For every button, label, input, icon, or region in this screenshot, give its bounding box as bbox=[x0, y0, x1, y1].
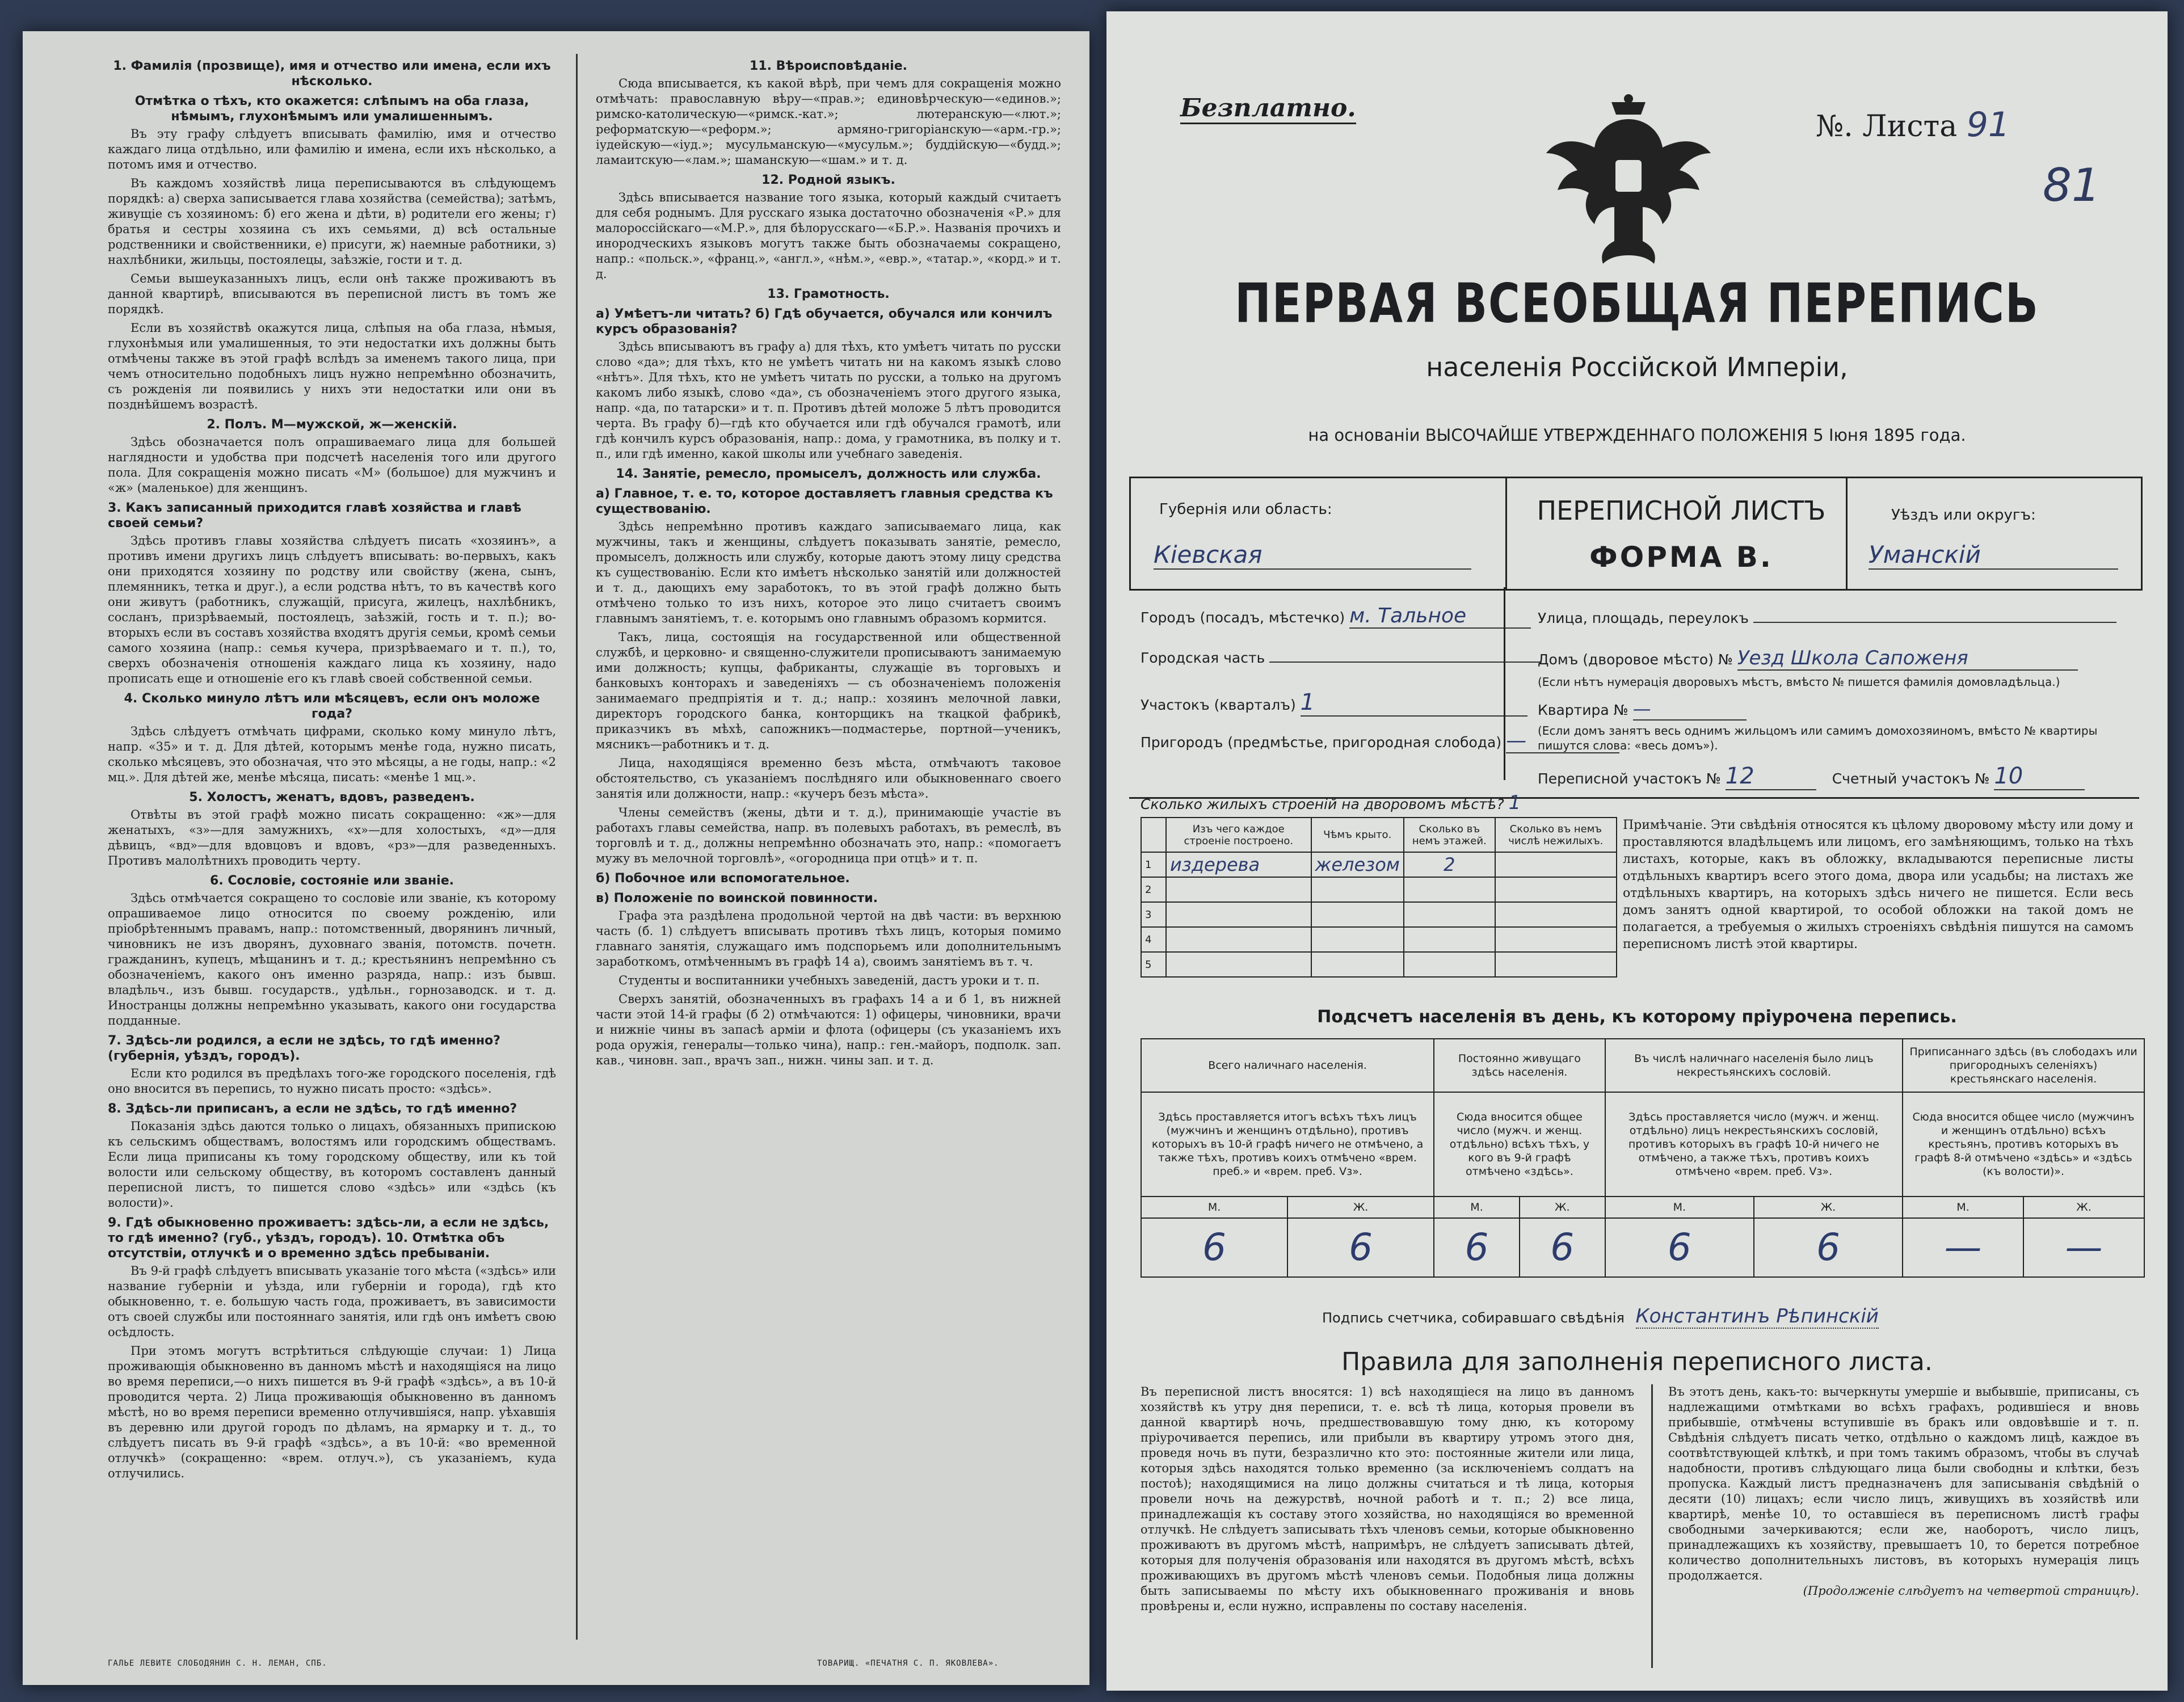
instruction-paragraph: Здѣсь противъ главы хозяйства слѣдуетъ писать «хозяинъ», а противъ имени другихъ лицъ слѣдуетъ вписывать: во-первыхъ, какъ они приходятся хозяину по родству или свойству (жена, сынъ, племянникъ, тетка и друг.), а если родства нѣтъ, то въ качествѣ кого они живутъ (работникъ, служащій, присуга, жилецъ, нахлѣбникъ, сосланъ, призрѣваемый, постоялецъ, заѣзжій, гость и т. п.); во-вторыхъ если въ составъ хозяйства входятъ другія семьи, кромѣ семьи самого хозяина (напр.: семья кучера, призрѣваемаго и т. п.), то, сверхъ обозначенія отношенія каждаго лица къ хозяину, надо прописать еще и отношеніе его къ главѣ своей собственной семьи. bbox=[108, 534, 556, 685]
precinct-field bbox=[1141, 689, 1527, 717]
row-number: 2 bbox=[1141, 877, 1166, 902]
buildings-header-row bbox=[1141, 818, 1617, 852]
count-resident-female: 6 bbox=[1520, 1218, 1605, 1277]
instruction-paragraph: Здѣсь обозначается полъ опрашиваемаго лица для большей наглядности и удобства при подсчетѣ населенія того или другого пола. Для сокращенія можно писать «М» (большое) для мужчинъ и «ж» (маленькое) для женщинъ. bbox=[108, 435, 556, 495]
town-part-field bbox=[1141, 650, 1542, 666]
instruction-paragraph: Семьи вышеуказанныхъ лицъ, если онѣ также проживаютъ въ данной квартирѣ, вписываются въ переписной листъ въ томъ же порядкѣ. bbox=[108, 272, 556, 316]
instruction-paragraph: Здѣсь вписываютъ въ графу а) для тѣхъ, кто умѣетъ читать по русски слово «да»; для тѣхъ, кто не умѣетъ читать ни на какомъ языкѣ слово «нѣтъ». Для тѣхъ, кто не умѣетъ читать по русски, а только на другомъ какомъ либо языкѣ, слово «да», съ обозначеніемъ этого другого языка, напр. «да, по татарски» и т. п. Противъ дѣтей моложе 5 лѣтъ проводится черта. Въ графу б)—гдѣ кто обучается или гдѣ обучался грамотѣ, или гдѣ кончилъ курсъ образованія, напр.: дома, у грамотника, въ полку и т. п., или гдѣ именно, какой школы или учебнаго заведенія. bbox=[596, 340, 1061, 461]
table-cell bbox=[1166, 952, 1311, 977]
instruction-paragraph: Студенты и воспитанники учебныхъ заведеній, дастъ уроки и т. п. bbox=[618, 974, 1040, 987]
precinct-value: 1 bbox=[1301, 689, 1527, 717]
population-count-title: Подсчетъ населенія въ день, къ которому пріурочена перепись. bbox=[1317, 1007, 1957, 1027]
free-of-charge-label: Безплатно. bbox=[1180, 94, 1356, 124]
table-cell bbox=[1166, 927, 1311, 952]
table-cell bbox=[1495, 877, 1617, 902]
section-heading: а) Главное, т. е. то, которое доставляетъ главныя средства къ существованію. bbox=[596, 487, 1053, 516]
house-label: Домъ (дворовое мѣсто) № bbox=[1538, 651, 1733, 668]
instruction-paragraph: Въ эту графу слѣдуетъ вписывать фамилію, имя и отчество каждаго лица отдѣльно, или фамилію и имена, если ихъ нѣсколько, а потомъ имя и отчество. bbox=[108, 127, 556, 171]
enumerator-signature-row bbox=[1322, 1305, 1879, 1328]
printer-imprint-left: ГАЛЬЕ ЛЕВИТЕ СЛОБОДЯНИН С. Н. ЛЕМАН, СПБ. bbox=[108, 1659, 327, 1668]
instruction-paragraph: Если въ хозяйствѣ окажутся лица, слѣпыя на оба глаза, нѣмыя, глухонѣмыя или умалишенныя, то эти недостатки ихъ должны быть отмѣчены также въ этой графѣ вслѣдъ за именемъ такого лица, при чемъ относительно подобныхъ лицъ нужно непремѣнно обозначить, съ рожденія ли появились у нихъ эти недостатки или они въ позднѣйшемъ возрастѣ. bbox=[108, 321, 556, 411]
district-value: Уманскій bbox=[1869, 541, 2118, 570]
count-present-female: 6 bbox=[1287, 1218, 1434, 1277]
section-heading: а) Умѣетъ-ли читать? б) Гдѣ обучается, обучался или кончилъ курсъ образованія? bbox=[596, 307, 1053, 336]
table-cell bbox=[1495, 902, 1617, 927]
apartment-note: (Если домъ занятъ весь однимъ жильцомъ или самимъ домохозяиномъ, вмѣсто № квартиры пишутся слова: «весь домъ»). bbox=[1538, 724, 2098, 752]
town-field bbox=[1141, 604, 1531, 629]
header-divider-right bbox=[1846, 478, 1848, 589]
form-header-box bbox=[1129, 477, 2143, 591]
sex-label: М. bbox=[1903, 1197, 2023, 1218]
table-cell bbox=[1495, 952, 1617, 977]
apartment-label: Квартира № bbox=[1538, 702, 1628, 718]
table-cell bbox=[1404, 927, 1495, 952]
rules-column-divider bbox=[1651, 1384, 1653, 1668]
table-cell bbox=[1311, 952, 1404, 977]
instructions-column-1 bbox=[108, 54, 556, 1640]
instruction-paragraph: Если кто родился въ предѣлахъ того-же городского поселенія, гдѣ оно вносится въ перепись, то нужно писать просто: «здѣсь». bbox=[108, 1067, 556, 1096]
instruction-paragraph: При этомъ могутъ встрѣтиться слѣдующіе случаи: 1) Лица проживающія обыкновенно въ данномъ мѣстѣ и находящіяся на лицо во время переписи,—о нихъ пишется въ 9-й графѣ «здѣсь», а въ 10-й проводится черта. 2) Лица проживающія обыкновенно въ данномъ мѣстѣ, но во время переписи временно отлучившіяся, напр. уѣхавшія въ деревню или другой городъ по дѣламъ, на ярмарку и т. д., то слѣдуетъ писать въ 9-й графѣ «здѣсь», а въ 10-й: «во временной отлучкѣ» (сокращенно: «врем. отлуч.»), съ указаніемъ, куда отлучились. bbox=[108, 1344, 556, 1480]
census-precinct-field bbox=[1538, 763, 2085, 790]
row-number: 3 bbox=[1141, 902, 1166, 927]
table-row bbox=[1141, 877, 1617, 902]
section-heading: 13. Грамотность. bbox=[767, 287, 890, 301]
rules-title: Правила для заполненія переписного листа. bbox=[1341, 1347, 1933, 1376]
count-values-row bbox=[1141, 1218, 2144, 1277]
building-floors-value: 2 bbox=[1404, 852, 1495, 877]
section-heading: 4. Сколько минуло лѣтъ или мѣсяцевъ, если онъ моложе года? bbox=[124, 692, 540, 721]
buildings-header-nonresidential: Сколько въ немъ числѣ нежилыхъ. bbox=[1495, 818, 1617, 852]
building-nonresidential-value bbox=[1495, 852, 1617, 877]
town-part-line bbox=[1269, 662, 1542, 663]
count-registered-male: — bbox=[1903, 1218, 2023, 1277]
instruction-paragraph: Въ 9-й графѣ слѣдуетъ вписывать указаніе того мѣста («здѣсь» или название губерніи и уѣзда, или губерніи и города), гдѣ кто обыкновенно, т. е. большую часть года, проживаетъ, въ зависимости отъ своей службы или постояннаго занятія, или гдѣ онъ имѣетъ свою осѣдлость. bbox=[108, 1264, 556, 1339]
fields-divider bbox=[1504, 587, 1505, 780]
count-nonpeasant-male: 6 bbox=[1605, 1218, 1754, 1277]
count-resident-male: 6 bbox=[1434, 1218, 1520, 1277]
street-label: Улица, площадь, переулокъ bbox=[1538, 610, 1749, 626]
buildings-note: Примѣчаніе. Эти свѣдѣнія относятся къ цѣлому дворовому мѣсту или дому и проставляются владѣльцемъ или лицомъ, его замѣняющимъ, только на тѣхъ листахъ, которые, какъ въ обложку, вкладываются переписные листы отдѣльныхъ квартиръ всего этого дома, двора или усадьбы; на листахъ же отдѣльныхъ квартиръ, на которыхъ здѣсь ничего не пишется. Если весь домъ занятъ одной квартирой, то особой обложки на такой домъ не полагается, а требуемыя о жилыхъ строеніяхъ свѣдѣнія пишутся на самомъ переписномъ листѣ этой квартиры. bbox=[1623, 818, 2133, 951]
count-description-resident: Сюда вносится общее число (мужч. и женщ. отдѣльно) всѣхъ тѣхъ, у кого въ 9-й графѣ отмѣчено «здѣсь». bbox=[1434, 1092, 1605, 1197]
town-label: Городъ (посадъ, мѣстечко) bbox=[1141, 609, 1345, 626]
sex-label: Ж. bbox=[1287, 1197, 1434, 1218]
province-value: Кіевская bbox=[1154, 541, 1471, 570]
buildings-header-material: Изъ чего каждое строеніе построено. bbox=[1166, 818, 1311, 852]
sex-label: М. bbox=[1141, 1197, 1287, 1218]
table-row bbox=[1141, 902, 1617, 927]
sheet-type-title: ПЕРЕПИСНОЙ ЛИСТЪ bbox=[1537, 495, 1826, 526]
instruction-paragraph: Сверхъ занятій, обозначенныхъ въ графахъ 14 а и б 1, въ нижней части этой 14-й графы (б 2) отмѣчаются: 1) офицеры, чиновники, врачи и нижніе чины въ запасѣ арміи и флота (офицеры (съ указаніемъ ихъ рода оружія, генералы—только чина), напр.: ген.-майоръ, подполк. зап. кав., чиновн. зап., врачъ зап., нижн. чины зап. и т. д. bbox=[596, 992, 1061, 1067]
instructions-column-2 bbox=[596, 54, 1061, 1640]
instruction-paragraph: Въ каждомъ хозяйствѣ лица переписываются въ слѣдующемъ порядкѣ: а) сверха записывается глава хозяйства (семейства); затѣмъ, живущіе съ хозяиномъ: б) его жена и дѣти, в) родители его жены; г) братья и сестры хозяина съ ихъ семьями, д) всѣ остальные родственники и свойственники, е) присуги, ж) наемные работники, з) нахлѣбники, жильцы, постоялецы, заѣзжіе, гости и т. д. bbox=[108, 176, 556, 267]
count-group-nonpeasant: Въ числѣ наличнаго населенія было лицъ некрестьянскихъ сословій. bbox=[1605, 1039, 1903, 1092]
instruction-paragraph: Графа эта раздѣлена продольной чертой на двѣ части: въ верхнюю часть (б. 1) слѣдуетъ вписывать противъ тѣхъ лицъ, которыя помимо главнаго занятія, служащаго имъ подспорьемъ или дополнительнымъ заработкомъ, отмѣченнымъ въ графѣ 14 а), своимъ занятіемъ въ т. ч. bbox=[596, 909, 1061, 968]
street-field bbox=[1538, 610, 2116, 626]
count-description-present: Здѣсь проставляется итогъ всѣхъ тѣхъ лицъ (мужчинъ и женщинъ отдѣльно), противъ которыхъ въ 10-й графѣ ничего не отмѣчено, а также тѣхъ, противъ коихъ отмѣчено «врем. преб.» и «врем. преб. Vз». bbox=[1141, 1092, 1434, 1197]
instruction-paragraph: Показанія здѣсь даются только о лицахъ, обязанныхъ припискою къ сельскимъ обществамъ, волостямъ или городскимъ обществамъ. Если лица приписаны къ тому городскому обществу, или къ той волости или сельскому обществу, въ которомъ составленъ данный переписной листъ, то пишется слово «здѣсь» или «здѣсь (къ волости)». bbox=[108, 1119, 556, 1210]
instruction-paragraph: Здѣсь непремѣнно противъ каждаго записываемаго лица, как мужчины, такъ и женщины, слѣдуетъ показывать занятіе, ремесло, промыселъ, должность или службу, которые даютъ этому лицу средства къ существованію. Если кто имѣетъ нѣсколько занятій или должностей и т. д., дающихъ ему заработокъ, то въ этой графѣ должно быть отмѣчено только то изъ нихъ, которое это лицо считаетъ своимъ главнымъ занятіемъ, т. е. которымъ оно главнымъ образомъ кормится. bbox=[596, 520, 1061, 625]
count-registered-female: — bbox=[2023, 1218, 2144, 1277]
suburb-label: Пригородъ (предмѣстье, пригородная слобода) bbox=[1141, 734, 1502, 751]
section-heading: 8. Здѣсь-ли приписанъ, а если не здѣсь, то гдѣ именно? bbox=[108, 1102, 517, 1116]
printer-imprint-right: ТОВАРИЩ. «ПЕЧАТНЯ С. П. ЯКОВЛЕВА». bbox=[817, 1659, 999, 1668]
count-description-registered: Сюда вносится общее число (мужчинъ и женщинъ отдѣльно) всѣхъ крестьянъ, противъ которыхъ въ графѣ 8-й отмѣчено «здѣсь» и «здѣсь (къ волости)». bbox=[1903, 1092, 2144, 1197]
table-cell bbox=[1311, 902, 1404, 927]
sheet-number-value: 91 bbox=[1966, 105, 2010, 145]
table-row bbox=[1141, 927, 1617, 952]
instruction-paragraph: Отвѣты въ этой графѣ можно писать сокращенно: «ж»—для женатыхъ, «з»—для замужнихъ, «х»—для холостыхъ, «д»—для дѣвицъ, «вд»—для вдовцовъ и вдовъ, «рз»—для разведенныхъ. Противъ малолѣтнихъ проводить черту. bbox=[108, 808, 556, 867]
buildings-value: 1 bbox=[1508, 791, 1521, 814]
sex-label: Ж. bbox=[1754, 1197, 1903, 1218]
census-subtitle: населенія Россійской Имперіи, bbox=[1426, 352, 1848, 382]
instruction-paragraph: Лица, находящіяся временно безъ мѣста, отмѣчаютъ таковое обстоятельство, съ указаніемъ послѣдняго или обыкновеннаго своего занятія или должности, напр.: «кучеръ безъ мѣста». bbox=[596, 756, 1061, 801]
apartment-value: — bbox=[1633, 698, 1747, 721]
section-heading: Отмѣтка о тѣхъ, кто окажется: слѣпымъ на оба глаза, нѣмымъ, глухонѣмымъ или умалишеннымъ. bbox=[134, 94, 529, 124]
building-roof-value: железом bbox=[1311, 852, 1404, 877]
table-cell bbox=[1166, 877, 1311, 902]
instruction-paragraph: Здѣсь вписывается название того языка, который каждый считаетъ для себя роднымъ. Для русскаго языка достаточно обозначенія «Р.» для малороссійскаго—«М.Р.», для бѣлорусскаго—«Б.Р.». Названія прочихъ и инородческихъ языковъ могутъ также быть обозначаемы сокращено, напр.: «польск.», «франц.», «англ.», «нѣм.», «евр.», «татар.», «корд.» и т. д. bbox=[596, 191, 1061, 281]
table-cell bbox=[1311, 877, 1404, 902]
town-part-label: Городская часть bbox=[1141, 650, 1265, 666]
instruction-paragraph: Здѣсь отмѣчается сокращено то сословіе или званіе, къ которому опрашиваемое лицо относится по своему рожденію, или пріобрѣтеннымъ правамъ, напр.: потомственный, дворянинъ личный, чиновникъ не изъ дворянъ, духовнаго званія, потомств. почетн. гражданинъ, купецъ, мѣщанинъ и т. д.; крестьянинъ непремѣнно съ обозначеніемъ, какого онъ именно разряда, напр.: изъ бывш. владѣльч., изъ бывш. государств., удѣльн., горнозаводск. и т. д. Иностранцы должны непремѣнно указывать, какого они государства подданные. bbox=[108, 891, 556, 1027]
section-heading: 5. Холостъ, женатъ, вдовъ, разведенъ. bbox=[189, 790, 475, 804]
house-note: (Если нѣтъ нумерація дворовыхъ мѣстъ, вмѣсто № пишется фамилія домовладѣльца.) bbox=[1538, 675, 2060, 689]
sex-label: Ж. bbox=[1520, 1197, 1605, 1218]
instruction-paragraph: Сюда вписывается, къ какой вѣрѣ, при чемъ для сокращенія можно отмѣчать: православную вѣру—«прав.»; единовѣрческую—«единов.»; римско-католическую—«римск.-кат.»; лютеранскую—«лют.»; реформатскую—«реформ.»; армяно-григоріанскую—«арм.-гр.»; іудейскую—«іуд.»; мусульманскую—«мусульм.»; буддійскую—«будд.»; ламаитскую—«лам.»; шаманскую—«шам.» и т. д. bbox=[596, 77, 1061, 167]
street-line bbox=[1753, 622, 2116, 623]
count-group-present: Всего наличнаго населенія. bbox=[1141, 1039, 1434, 1092]
section-heading: б) Побочное или вспомогательное. bbox=[596, 871, 850, 886]
table-row bbox=[1141, 852, 1617, 877]
table-cell bbox=[1166, 902, 1311, 927]
table-cell bbox=[1311, 927, 1404, 952]
header-divider-left bbox=[1505, 478, 1507, 589]
section-heading: 9. Гдѣ обыкновенно проживаетъ: здѣсь-ли, а если не здѣсь, то гдѣ именно? (губ., уѣздъ, городъ). 10. Отмѣтка объ отсутствіи, отлучкѣ и о временно здѣсь пребываніи. bbox=[108, 1216, 549, 1261]
town-value: м. Тальное bbox=[1349, 604, 1531, 629]
buildings-field bbox=[1141, 791, 1521, 814]
precinct-label: Участокъ (кварталъ) bbox=[1141, 697, 1296, 713]
section-heading: 6. Сословіе, состояніе или званіе. bbox=[210, 874, 454, 888]
left-instructions-page bbox=[23, 31, 1089, 1685]
count-precinct-value: 10 bbox=[1994, 763, 2085, 790]
rules-column-2 bbox=[1668, 1384, 2139, 1599]
building-material-value: издерева bbox=[1166, 852, 1311, 877]
province-label: Губернія или область: bbox=[1159, 501, 1332, 518]
section-heading: 11. Вѣроисповѣданіе. bbox=[750, 59, 907, 73]
signature-label: Подпись счетчика, собиравшаго свѣдѣнія bbox=[1322, 1310, 1625, 1326]
sheet-number-label: №. Листа bbox=[1816, 109, 1958, 144]
count-group-resident: Постоянно живущаго здѣсь населенія. bbox=[1434, 1039, 1605, 1092]
instruction-paragraph: Члены семействъ (жены, дѣти и т. д.), принимающіе участіе въ работахъ главы семейства, напр. въ полевыхъ работахъ, въ ремеслѣ, въ торговлѣ и т. д., должны непремѣнно обозначать это, напр.: «помогаетъ мужу въ мелочной торговлѣ», «огородница при отцѣ» и т. п. bbox=[596, 806, 1061, 865]
count-group-row bbox=[1141, 1039, 2144, 1092]
margin-archive-number: 81 bbox=[2043, 159, 2101, 212]
continued-note: (Продолженіе слѣдуетъ на четвертой страницѣ). bbox=[1803, 1584, 2139, 1598]
sheet-number bbox=[1816, 105, 2010, 145]
buildings-header-floors: Сколько въ немъ этажей. bbox=[1404, 818, 1495, 852]
census-precinct-label: Переписной участокъ № bbox=[1538, 770, 1721, 787]
census-precinct-value: 12 bbox=[1726, 763, 1816, 790]
table-cell bbox=[1495, 927, 1617, 952]
house-value: Уезд Школа Сапоженя bbox=[1737, 647, 2078, 671]
section-heading: 12. Родной языкъ. bbox=[761, 173, 895, 187]
section-heading: 7. Здѣсь-ли родился, а если не здѣсь, то гдѣ именно? (губернія, уѣздъ, городъ). bbox=[108, 1034, 500, 1063]
table-row bbox=[1141, 952, 1617, 977]
census-form-page bbox=[1106, 11, 2168, 1691]
instruction-paragraph: Здѣсь слѣдуетъ отмѣчать цифрами, сколько кому минуло лѣтъ, напр. «35» и т. д. Для дѣтей, которымъ менѣе года, нужно писать, сколько мѣсяцевъ, это обозначая, что это мѣсяцы, а не годы, напр.: «2 мц.». Для дѣтей же, менѣе мѣсяца, писать: «менѣе 1 мц.». bbox=[108, 724, 556, 784]
section-heading: 1. Фамилія (прозвище), имя и отчество или имена, если ихъ нѣсколько. bbox=[113, 59, 551, 89]
sex-label: Ж. bbox=[2023, 1197, 2144, 1218]
section-heading: 2. Полъ. М—мужской, ж—женскій. bbox=[207, 418, 457, 432]
legal-basis-line: на основаніи ВЫСОЧАЙШЕ УТВЕРЖДЕННАГО ПОЛОЖЕНІЯ 5 Іюня 1895 года. bbox=[1308, 426, 1966, 445]
sex-label: М. bbox=[1605, 1197, 1754, 1218]
count-precinct-label: Счетный участокъ № bbox=[1832, 770, 1990, 787]
table-cell bbox=[1404, 902, 1495, 927]
table-cell bbox=[1404, 877, 1495, 902]
buildings-header-roof: Чѣмъ крыто. bbox=[1311, 818, 1404, 852]
instruction-paragraph: Такъ, лица, состоящія на государственной или общественной службѣ, и церковно- и священно-служители прописываютъ занимаемую ими должность; купцы, фабриканты, служащіе въ торговыхъ и банковыхъ конторахъ и заведеніяхъ — съ обозначеніемъ положенія занимаемаго предпріятія и т. д.; напр.: хозяинъ мелочной лавки, директоръ городского банка, конторщикъ на ткацкой фабрикѣ, приказчикъ въ мѣхѣ, сапожникъ—подмастерье, портной—ученикъ, мясникъ—работникъ и т. д. bbox=[596, 630, 1061, 751]
table-cell bbox=[1404, 952, 1495, 977]
population-count-table bbox=[1141, 1038, 2145, 1278]
buildings-table bbox=[1141, 817, 1617, 978]
count-nonpeasant-female: 6 bbox=[1754, 1218, 1903, 1277]
count-group-registered: Приписаннаго здѣсь (въ слободахъ или пригородныхъ селеніяхъ) крестьянскаго населенія. bbox=[1903, 1039, 2144, 1092]
rules-column-1: Въ переписной листъ вносятся: 1) всѣ находящіеся на лицо въ данномъ хозяйствѣ къ утру дня переписи, т. е. всѣ тѣ лица, которыя провели въ данной квартирѣ ночь, предшествовавшую тому дню, къ которому пріурочивается перепись, или прибыли въ квартиру утромъ этого дня, проведя ночь въ пути, безразлично кто это: постоянные жители или лица, которыя здѣсь находятся только временно (за исключеніемъ солдатъ на постоѣ); находящимися на лицо должны считаться и тѣ лица, которыя провели ночь на дежурствѣ, ночной работѣ и т. п.; 2) все лица, принадлежащія къ составу этого хозяйства, но находящіяся во временной отлучкѣ. Не слѣдуетъ записывать тѣхъ членовъ семьи, которые обыкновенно проживаютъ въ другомъ мѣстѣ, напримѣръ, не слѣдуетъ записывать дѣтей, которыя для полученія образованія или находятся въ другомъ мѣстѣ, всѣхъ проживающихъ въ другомъ мѣстѣ членовъ семьи. Подобныя лица должны быть записываемы по мѣсту ихъ обыкновеннаго проживанія и вновь провѣрены и, если нужно, исправлены по составу населенія. bbox=[1141, 1385, 1634, 1613]
count-sex-row bbox=[1141, 1197, 2144, 1218]
row-number: 1 bbox=[1141, 852, 1166, 877]
section-heading: 14. Занятіе, ремесло, промыселъ, должность или служба. bbox=[616, 467, 1041, 481]
enumerator-signature: Константинъ Рѣпинскій bbox=[1635, 1305, 1879, 1328]
column-divider bbox=[576, 54, 578, 1640]
sheet-form-label: ФОРМА В. bbox=[1589, 541, 1773, 574]
suburb-value: — bbox=[1506, 729, 1619, 753]
buildings-label: Сколько жилыхъ строеній на дворовомъ мѣстѣ? bbox=[1141, 796, 1504, 812]
rules-column-2-text: Въ этотъ день, какъ-то: вычеркнуты умершіе и выбывшіе, приписаны, съ надлежащими отмѣтками во всѣхъ графахъ, родившіеся и вновь прибывшіе, отмѣчены вступившіе въ бракъ или овдовѣвшіе и т. п. Свѣдѣнія слѣдуетъ писать четко, отдѣльно о каждомъ лицѣ, каждое въ соотвѣтствующей клѣткѣ, и при томъ такимъ образомъ, чтобы въ случаѣ надобности, противъ слѣдующаго лица были свободны и клѣтки, безъ пропуска. Каждый листъ предназначенъ для записыванія свѣдѣній о десяти (10) лицахъ; если число лицъ, живущихъ въ хозяйствѣ или квартирѣ, менѣе 10, то оставшіеся въ переписномъ листѣ графы свободными зачеркиваются; если же, наоборотъ, число лицъ, принадлежащихъ къ хозяйству, превышаетъ 10, то берется потребное количество дополнительныхъ листовъ, въ которыхъ нумерація лицъ продолжается. bbox=[1668, 1385, 2139, 1582]
row-number: 5 bbox=[1141, 952, 1166, 977]
row-number: 4 bbox=[1141, 927, 1166, 952]
census-title: ПЕРВАЯ ВСЕОБЩАЯ ПЕРЕПИСЬ bbox=[1235, 271, 2039, 335]
section-heading: в) Положеніе по воинской повинности. bbox=[596, 891, 878, 905]
row-number-header bbox=[1141, 818, 1166, 852]
count-description-nonpeasant: Здѣсь проставляется число (мужч. и женщ. отдѣльно) лицъ некрестьянскихъ сословій, противъ которыхъ въ графѣ 10-й ничего не отмѣчено, а также тѣхъ, противъ коихъ отмѣчено «врем. преб. Vз». bbox=[1605, 1092, 1903, 1197]
imperial-eagle-emblem-icon bbox=[1543, 91, 1714, 272]
sex-label: М. bbox=[1434, 1197, 1520, 1218]
count-description-row bbox=[1141, 1092, 2144, 1197]
district-label: Уѣздъ или округъ: bbox=[1891, 507, 2036, 524]
house-field bbox=[1538, 647, 2078, 671]
count-present-male: 6 bbox=[1141, 1218, 1287, 1277]
apartment-field bbox=[1538, 698, 1747, 721]
section-heading: 3. Какъ записанный приходится главѣ хозяйства и главѣ своей семьи? bbox=[108, 501, 521, 530]
